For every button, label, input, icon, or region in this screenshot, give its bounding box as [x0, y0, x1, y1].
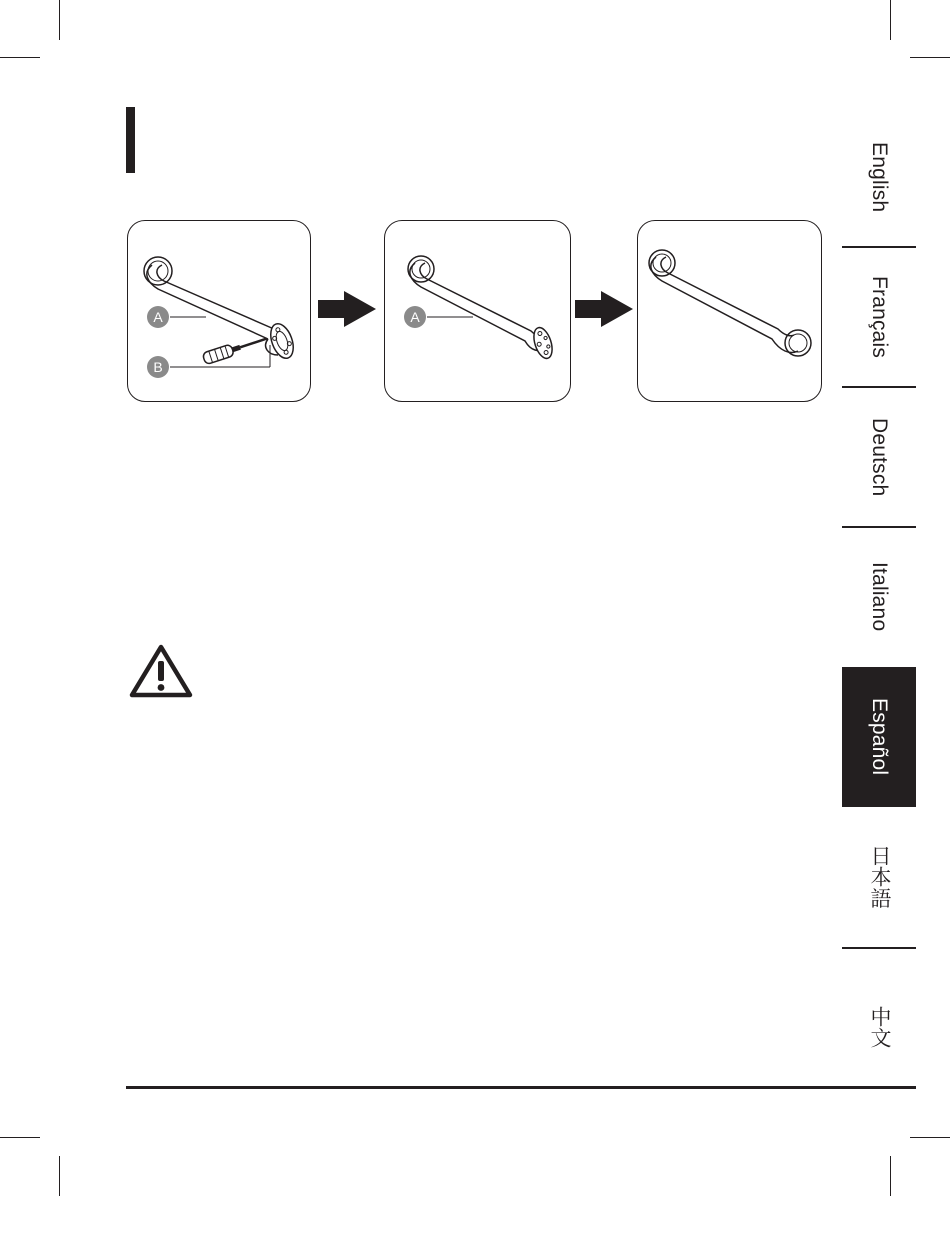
- tab-english[interactable]: [842, 107, 916, 247]
- warning-triangle-icon: [128, 643, 194, 699]
- tab-japanese[interactable]: [842, 807, 916, 947]
- tab-label: 中文: [868, 1005, 891, 1049]
- tab-label: English: [868, 141, 891, 213]
- tab-label: Français: [868, 275, 891, 359]
- tab-label: Español: [868, 698, 891, 776]
- callout-a: [404, 306, 426, 328]
- step-1-illustration: [127, 220, 311, 402]
- step-3-illustration: [637, 220, 822, 402]
- installed-grab-bar: [638, 221, 823, 403]
- svg-text:A: A: [410, 309, 420, 325]
- arrow-right-icon: [318, 291, 378, 327]
- crop-mark: [59, 1156, 60, 1196]
- callout-a: [147, 306, 169, 328]
- svg-text:B: B: [153, 359, 163, 375]
- grab-bar-with-flange: [385, 221, 572, 403]
- footer-rule: [126, 1086, 916, 1089]
- crop-mark: [0, 1137, 40, 1138]
- arrow-right-icon: [575, 291, 635, 327]
- crop-mark: [890, 0, 891, 40]
- tab-espanol[interactable]: [842, 667, 916, 807]
- crop-mark: [910, 57, 950, 58]
- svg-text:A: A: [153, 309, 163, 325]
- tab-divider: [842, 947, 916, 949]
- tab-label: Deutsch: [868, 417, 891, 497]
- callout-b: [147, 356, 169, 378]
- crop-mark: [890, 1156, 891, 1196]
- crop-mark: [0, 57, 40, 58]
- grab-bar-with-screwdriver: [128, 221, 312, 403]
- tab-chinese[interactable]: [842, 957, 916, 1097]
- tab-italiano[interactable]: [842, 527, 916, 667]
- step-2-illustration: [384, 220, 571, 402]
- section-marker-bar: [126, 107, 135, 173]
- tab-francais[interactable]: [842, 247, 916, 387]
- tab-label: Italiano: [868, 562, 891, 632]
- tab-deutsch[interactable]: [842, 387, 916, 527]
- crop-mark: [910, 1137, 950, 1138]
- tab-label: 日本語: [868, 845, 891, 909]
- crop-mark: [59, 0, 60, 40]
